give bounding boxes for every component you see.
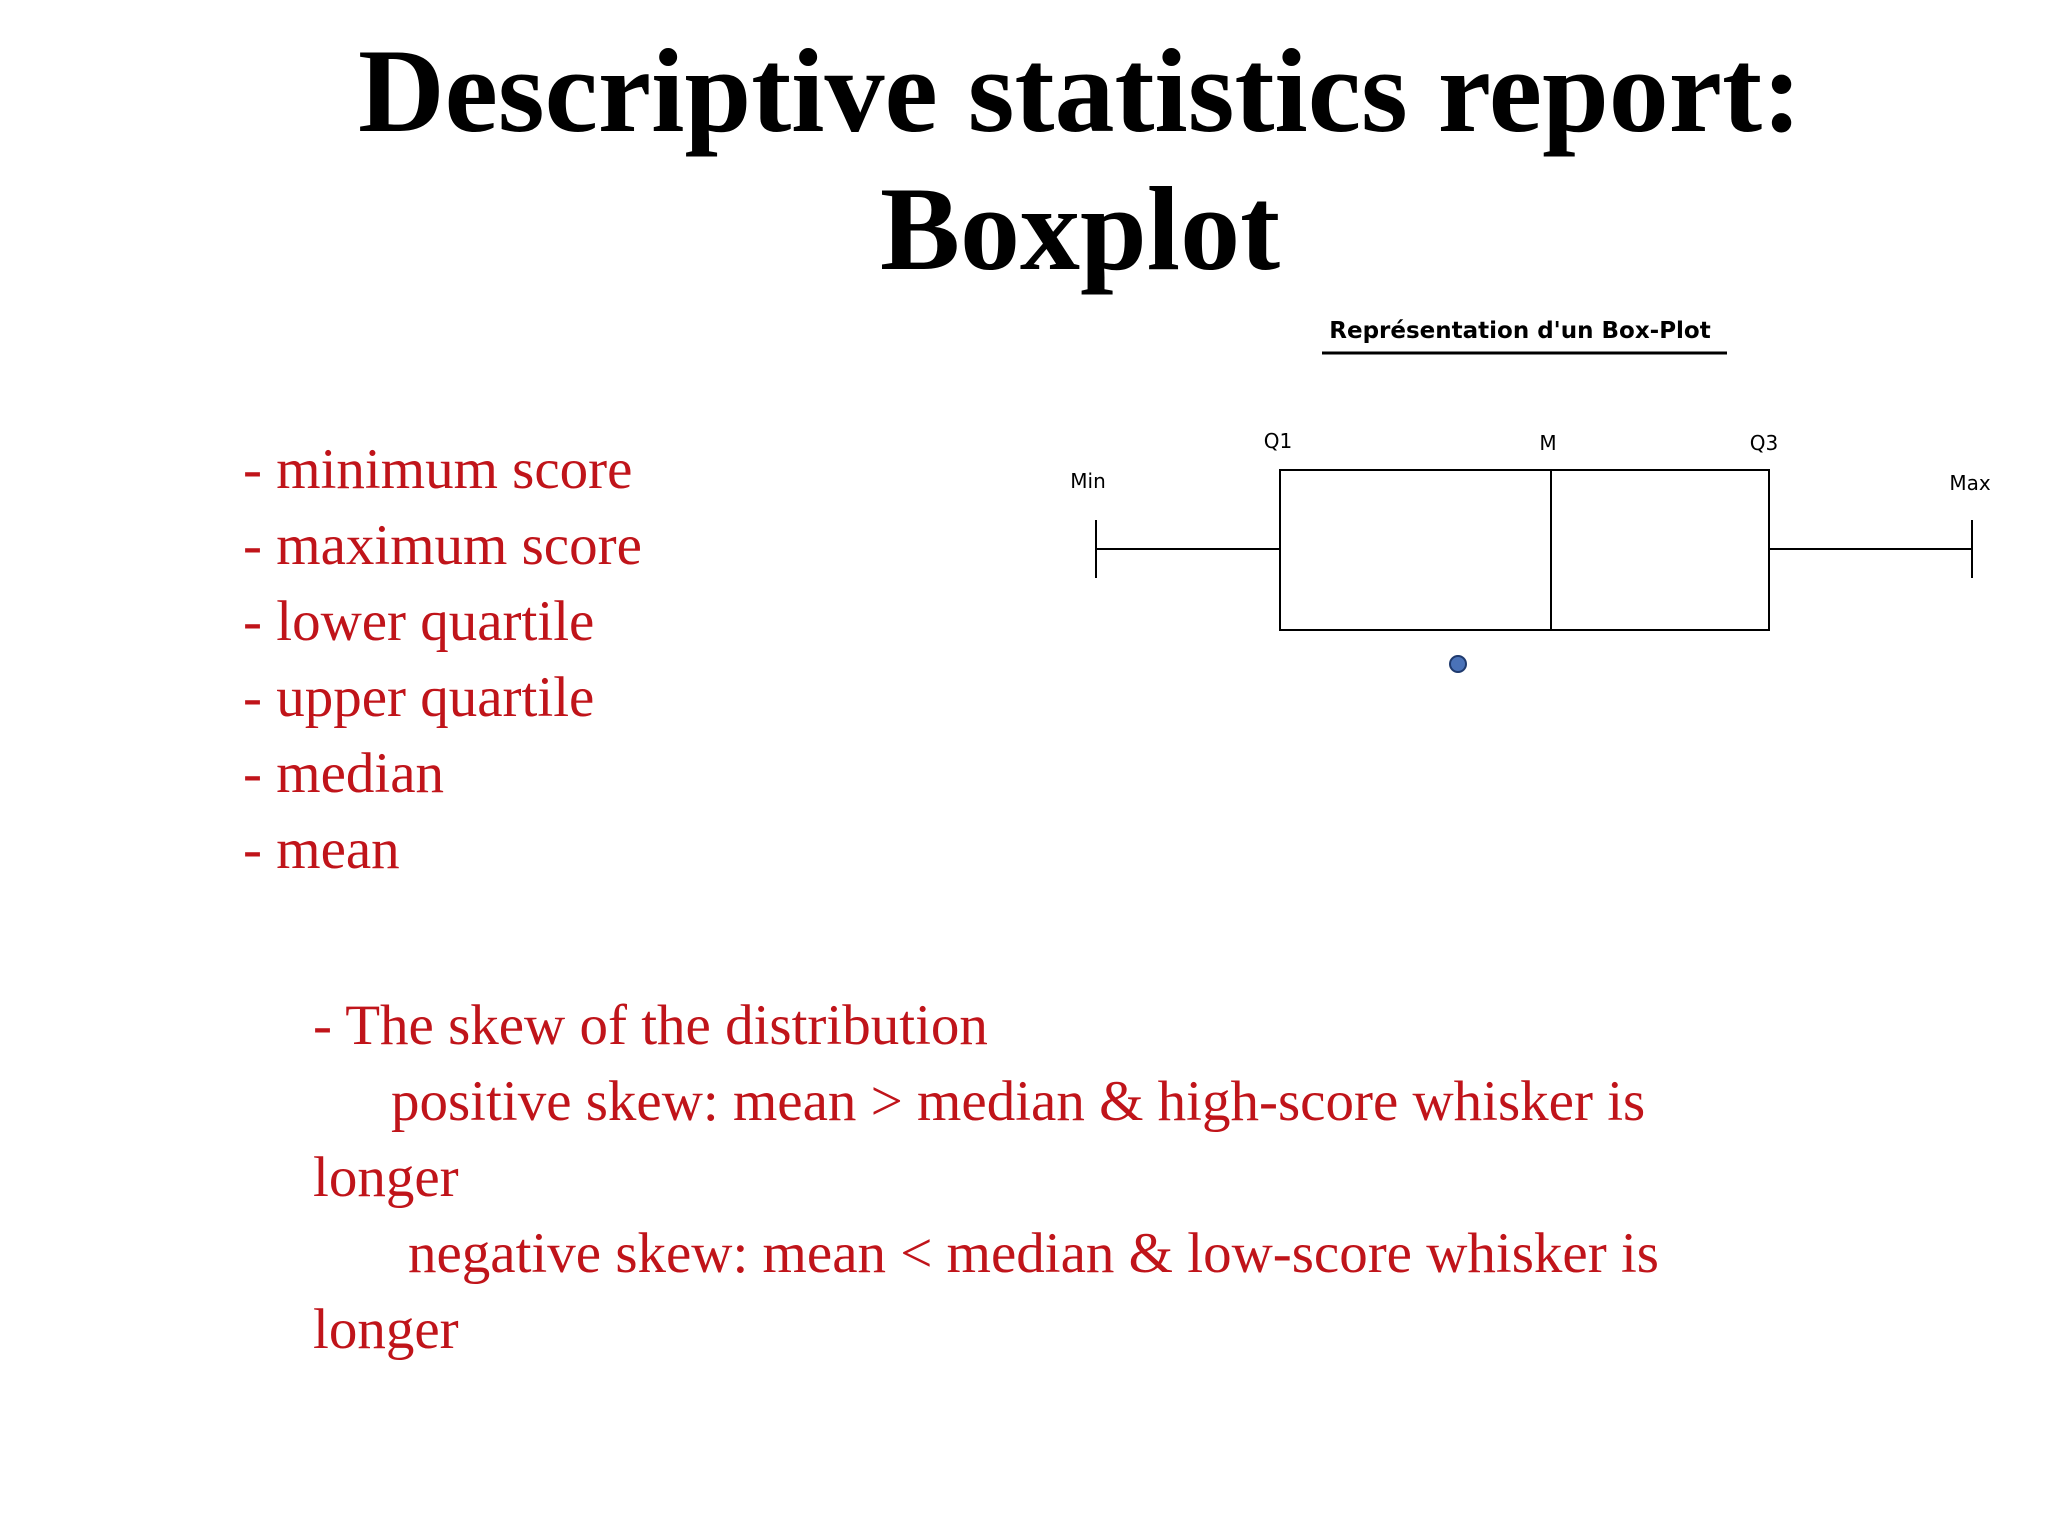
bullet-minimum-score: - minimum score <box>243 438 633 501</box>
boxplot-figure <box>1040 310 2020 690</box>
interquartile-box <box>1280 470 1769 630</box>
boxplot-diagram <box>1040 310 2020 690</box>
skew-heading: - The skew of the distribution <box>313 994 988 1057</box>
bullet-mean: - mean <box>243 818 400 881</box>
slide-title-line-2: Boxplot <box>879 162 1281 295</box>
positive-skew-line: positive skew: mean > median & high-score whisker is <box>391 1070 1646 1133</box>
bullet-upper-quartile: - upper quartile <box>243 666 595 729</box>
figure-title: Représentation d'un Box-Plot <box>1329 318 1711 344</box>
positive-skew-wrap: longer <box>313 1146 459 1209</box>
bullet-maximum-score: - maximum score <box>243 514 642 577</box>
label-median: M <box>1539 431 1557 455</box>
label-q1: Q1 <box>1263 429 1293 453</box>
bullet-lower-quartile: - lower quartile <box>243 590 595 653</box>
statistics-bullet-list <box>243 432 642 888</box>
skew-section <box>313 988 1873 1368</box>
negative-skew-line: negative skew: mean < median & low-score whisker is <box>408 1222 1659 1285</box>
bullet-median: - median <box>243 742 445 805</box>
slide-title <box>0 22 2048 298</box>
label-min: Min <box>1070 469 1106 493</box>
label-max: Max <box>1949 471 1991 495</box>
label-q3: Q3 <box>1749 431 1779 455</box>
slide-title-line-1: Descriptive statistics report: <box>358 24 1802 157</box>
mean-point <box>1450 656 1466 672</box>
negative-skew-wrap: longer <box>313 1298 459 1361</box>
